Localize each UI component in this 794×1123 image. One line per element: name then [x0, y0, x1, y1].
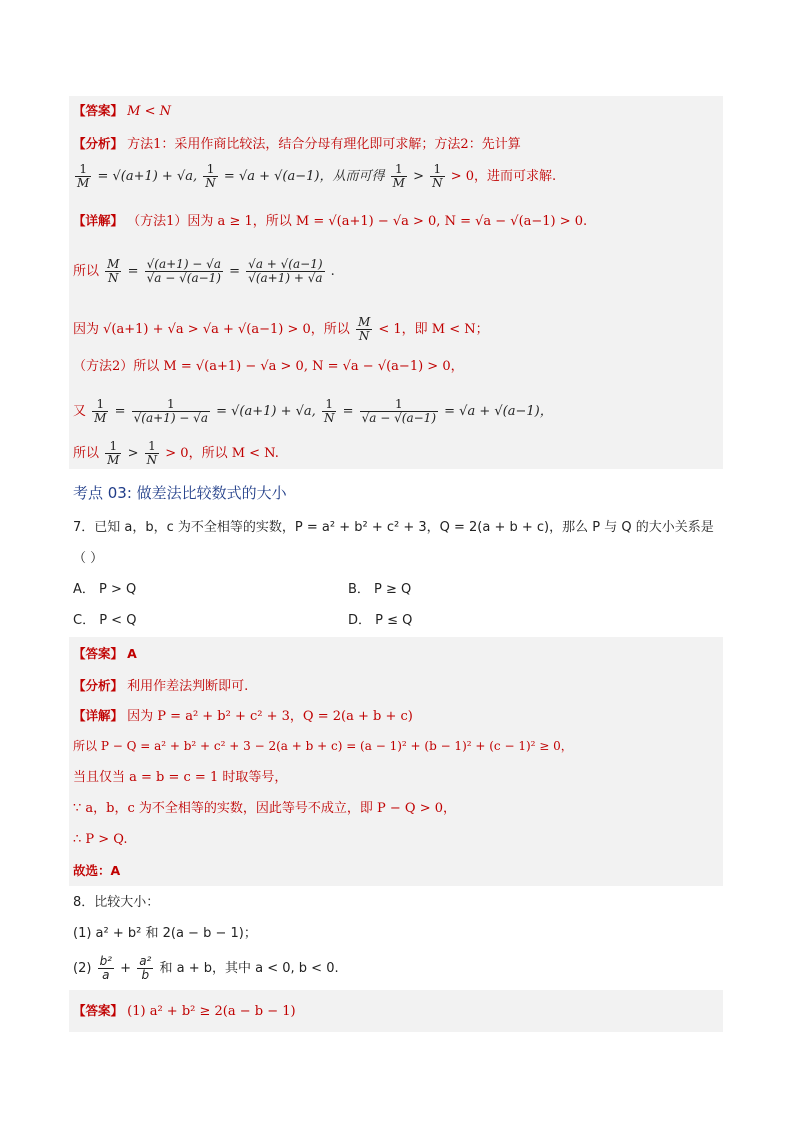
q7-analysis-text: 利用作差法判断即可.	[127, 679, 249, 694]
detail-method-2: （方法2）所以 M = √(a+1) − √a > 0, N = √a − √(a−1) > 0，	[73, 359, 464, 374]
fraction-1-over-N-2: $\frac{1}{N}$	[323, 397, 335, 425]
fraction-ratio-1: $\frac{√(a+1) - √a}{√a - √(a-1)}$	[146, 257, 221, 285]
formula-1-over-M: = √(a+1) + √a,	[97, 169, 198, 184]
option-b: B． P ≥ Q	[348, 582, 412, 597]
q7-analysis-line	[73, 677, 248, 696]
equals-2: =	[229, 264, 241, 279]
question-7-stem: 7．已知 a，b，c 为不全相等的实数，P = a² + b² + c² + 3，Q = 2(a + b + c)，那么 P 与 Q 的大小关系是	[73, 520, 714, 535]
fraction-b2-over-a: $\frac{\text{b²}}{a}$	[99, 954, 112, 982]
q8-answer-value: (1) a² + b² ≥ 2(a − b − 1)	[127, 1004, 296, 1019]
analysis-line	[73, 135, 521, 154]
q7-answer-line	[73, 645, 137, 664]
q7-choice-line	[73, 862, 120, 881]
q8-answer-line	[73, 1002, 296, 1021]
section-heading: 考点 03: 做差法比较数式的大小	[73, 484, 287, 502]
q7-detail-2: 所以 P − Q = a² + b² + c² + 3 − 2(a + b + c) = (a − 1)² + (b − 1)² + (c − 1)² ≥ 0，	[73, 739, 573, 753]
q8-answer-tag: 【答案】	[73, 1003, 124, 1018]
detail-conclusion-2: > 0，所以 M < N.	[165, 446, 279, 461]
detail-line-2	[73, 258, 335, 285]
analysis-tag: 【分析】	[73, 136, 124, 151]
option-c: C． P < Q	[73, 613, 137, 628]
formula-rationalized-M: = √(a+1) + √a,	[216, 404, 316, 419]
q7-analysis-tag: 【分析】	[73, 678, 124, 693]
detail-conclusion-1: < 1，即 M < N；	[378, 322, 489, 337]
detail-line-3	[73, 316, 489, 343]
q7-detail-3: 当且仅当 a = b = c = 1 时取等号，	[73, 770, 288, 785]
fraction-1-over-M-2: $\frac{1}{M}$	[94, 397, 107, 425]
analysis-text: 方法1：采用作商比较法，结合分母有理化即可求解；方法2：先计算	[127, 137, 521, 152]
detail-prefix-2: 又	[73, 404, 87, 419]
detail-line-5: 又 $\frac{1}{M}$ = $\frac{1}{√(a+1) - √a}$ = √(a+1) + √a, $\frac{1}{N}$ = $\frac{1}{√a - √(a-1)}$ = √a + √(a−1)，	[73, 397, 553, 425]
formula-1-over-N: = √a + √(a−1)，从而可得	[223, 169, 385, 184]
q7-detail-line-5	[73, 831, 127, 849]
option-d: D． P ≤ Q	[348, 613, 413, 628]
greater-sign: >	[413, 169, 424, 184]
fraction-compare-M: $\frac{1}{M}$	[392, 162, 405, 190]
fraction-1-over-N: $\frac{1}{N}$	[205, 162, 216, 190]
detail-method-1: （方法1）因为 a ≥ 1，所以 M = √(a+1) − √a > 0, N = √a − √(a−1) > 0.	[127, 214, 588, 229]
question-8-part-1: (1) a² + b² 和 2(a − b − 1)；	[73, 926, 257, 941]
equals-1: =	[127, 264, 139, 279]
fraction-a2-over-b: $\frac{\text{a²}}{b}$	[139, 954, 152, 982]
fraction-rationalize-N: $\frac{1}{√a - √(a-1)}$	[361, 397, 436, 425]
detail-prefix-3: 所以	[73, 446, 100, 461]
q7-answer-value: A	[127, 646, 137, 661]
fraction-1-over-M: $\frac{1}{M}$	[77, 162, 90, 190]
analysis-conclusion: > 0，进而可求解.	[450, 169, 557, 184]
q7-detail-4: ∵ a，b，c 为不全相等的实数，因此等号不成立，即 P − Q > 0，	[73, 801, 457, 816]
q7-detail-1: 因为 P = a² + b² + c² + 3，Q = 2(a + b + c)	[127, 709, 413, 724]
q7-detail-5: ∴ P > Q.	[73, 832, 128, 847]
fraction-compare-N: $\frac{1}{N}$	[432, 162, 443, 190]
detail-inequality: 因为 √(a+1) + √a > √a + √(a−1) > 0，所以	[73, 322, 350, 337]
question-8-stem: 8．比较大小：	[73, 895, 160, 910]
fraction-1-over-N-3: $\frac{1}{N}$	[146, 439, 158, 467]
detail-line-6: 所以 $\frac{1}{M}$ > $\frac{1}{N}$ > 0，所以 M < N.	[73, 439, 279, 467]
q7-detail-line-2	[73, 737, 573, 755]
period: .	[330, 264, 335, 279]
detail-line-1	[73, 212, 587, 231]
answer-tag: 【答案】	[73, 103, 124, 118]
q7-answer-tag: 【答案】	[73, 646, 124, 661]
fraction-ratio-2: $\frac{√a + √(a-1)}{√(a+1) + √a}$	[248, 257, 323, 285]
solution-block-7	[69, 637, 723, 886]
q7-detail-tag: 【详解】	[73, 708, 124, 723]
fraction-M-over-N: $\frac{M}{N}$	[107, 257, 120, 285]
question-7-paren: （ ）	[73, 551, 104, 566]
q7-choice: 故选：A	[73, 863, 121, 878]
question-8-part-2: (2) $\frac{\text{b²}}{a}$ + $\frac{\text{a²}}{b}$ 和 a + b，其中 a < 0, b < 0.	[73, 954, 339, 982]
fraction-M-over-N-2: $\frac{M}{N}$	[357, 315, 371, 343]
q7-detail-line-4	[73, 800, 456, 818]
formula-rationalized-N: = √a + √(a−1)，	[444, 404, 553, 419]
detail-tag: 【详解】	[73, 213, 124, 228]
q7-detail-line-1	[73, 707, 413, 726]
analysis-formula-line	[73, 163, 556, 190]
detail-line-4	[73, 358, 464, 376]
option-a: A． P > Q	[73, 582, 137, 597]
fraction-1-over-M-3: $\frac{1}{M}$	[107, 439, 120, 467]
q7-detail-line-3	[73, 769, 287, 787]
answer-line	[73, 102, 171, 121]
answer-value: M < N	[127, 104, 171, 119]
detail-prefix: 所以	[73, 264, 100, 279]
fraction-rationalize-M: $\frac{1}{√(a+1) - √a}$	[133, 397, 208, 425]
